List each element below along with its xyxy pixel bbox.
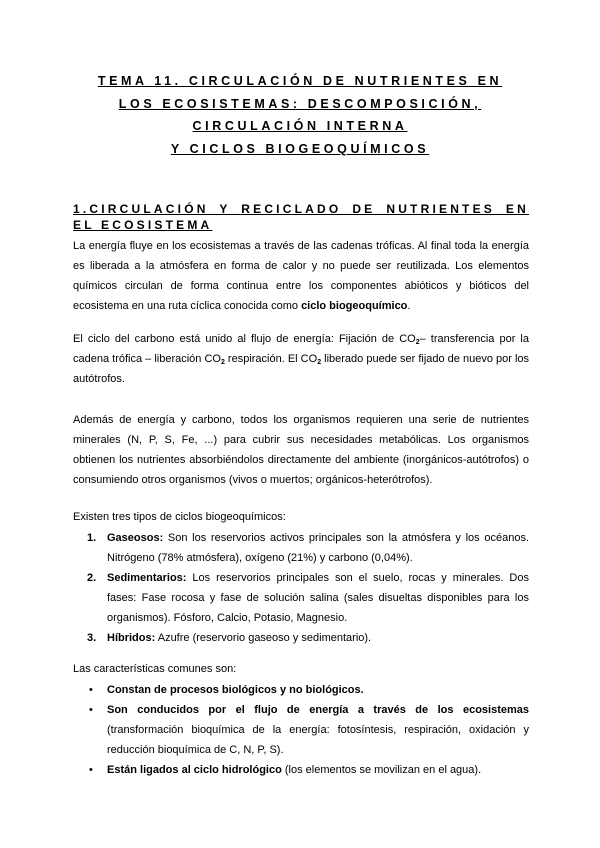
cycle-types-intro: Existen tres tipos de ciclos biogeoquímicos:: [73, 511, 286, 523]
features-list: [73, 680, 529, 780]
document-title: [60, 70, 540, 160]
nutrients-paragraph: Además de energía y carbono, todos los organismos requieren una serie de nutrientes minerales (N, P, S, Fe, ...) para cubrir sus necesidades metabólicas. Los organismos obtienen los nutrientes absorbiéndolos directamente del ambiente (inorgánicos-autótrofos) o consumiendo otros organismos (vivos o muertos; orgánicos-heterótrofos).: [73, 414, 529, 486]
list-item: [73, 680, 529, 700]
carbon-text-c: respiración. El CO: [224, 353, 318, 365]
list-number: 2.: [87, 572, 97, 584]
carbon-text-d: liberado puede ser fijado de nuevo por los autótrofos.: [73, 353, 530, 385]
list-item-text: Son los reservorios activos principales son la atmósfera y los océanos. Nitrógeno (78% atmósfera), oxígeno (21%) y carbono (0,04%).: [107, 532, 529, 564]
title-line-4: Y CICLOS BIOGEOQUÍMICOS: [170, 141, 430, 156]
title-line-2: LOS ECOSISTEMAS: DESCOMPOSICIÓN,: [118, 96, 482, 111]
title-line: [60, 93, 540, 116]
list-item: [73, 700, 529, 760]
feature-text: (transformación bioquímica de la energía: fotosíntesis, respiración, oxidación y reducción bioquímica de C, N, P, S).: [107, 724, 529, 756]
title-line: [60, 138, 540, 161]
carbon-text-b: – transferencia por la cadena trófica – liberación CO: [73, 333, 529, 365]
subscript: 2: [317, 359, 322, 366]
feature-bold: Constan de procesos biológicos y no biológicos.: [107, 684, 364, 696]
feature-bold: Son conducidos por el flujo de energía a través de los ecosistemas: [107, 704, 529, 716]
intro-text: La energía fluye en los ecosistemas a través de las cadenas tróficas. Al final toda la energía es liberada a la atmósfera en forma de calor y no puede ser reutilizada. Los elementos químicos circulan de forma continua entre los componentes abióticos y bióticos del ecosistema en una ruta cíclica conocida como: [73, 240, 529, 312]
title-line: [60, 70, 540, 93]
intro-end: .: [407, 300, 411, 312]
title-line: [60, 115, 540, 138]
features-intro: Las características comunes son:: [73, 663, 237, 675]
section-heading: 1.CIRCULACIÓN Y RECICLADO DE NUTRIENTES EN EL ECOSISTEMA: [73, 202, 529, 232]
intro-paragraph: [73, 236, 529, 316]
subscript: 2: [220, 359, 225, 366]
list-number: 3.: [87, 632, 97, 644]
carbon-text-a: El ciclo del carbono está unido al flujo de energía: Fijación de CO: [73, 333, 416, 345]
list-item-label: Sedimentarios:: [107, 572, 187, 584]
subscript: 2: [415, 339, 420, 346]
list-item-text: Los reservorios principales son el suelo, rocas y minerales. Dos fases: Fase rocosa y fase de solución salina (sales disueltas disponibles para los organismos). Fósforo, Calcio, Potasio, Magnesio.: [107, 572, 529, 624]
list-item-text: Azufre (reservorio gaseoso y sedimentario).: [155, 632, 372, 644]
bullet-icon: •: [89, 764, 93, 776]
list-item: [73, 760, 529, 780]
list-number: 1.: [87, 532, 97, 544]
title-line-1: TEMA 11. CIRCULACIÓN DE NUTRIENTES EN: [97, 74, 503, 88]
list-item-label: Gaseosos:: [107, 532, 164, 544]
feature-text: (los elementos se movilizan en el agua).: [281, 764, 482, 776]
list-item: [73, 628, 529, 648]
bullet-icon: •: [89, 684, 93, 696]
list-item-label: Híbridos:: [107, 632, 156, 644]
list-item: [73, 568, 529, 628]
list-item: [73, 528, 529, 568]
cycle-types-list: [73, 528, 529, 648]
carbon-paragraph: [73, 329, 529, 389]
intro-bold-term: ciclo biogeoquímico: [301, 300, 408, 312]
bullet-icon: •: [89, 704, 93, 716]
feature-bold: Están ligados al ciclo hidrológico: [107, 764, 282, 776]
title-line-3: CIRCULACIÓN INTERNA: [192, 119, 408, 133]
